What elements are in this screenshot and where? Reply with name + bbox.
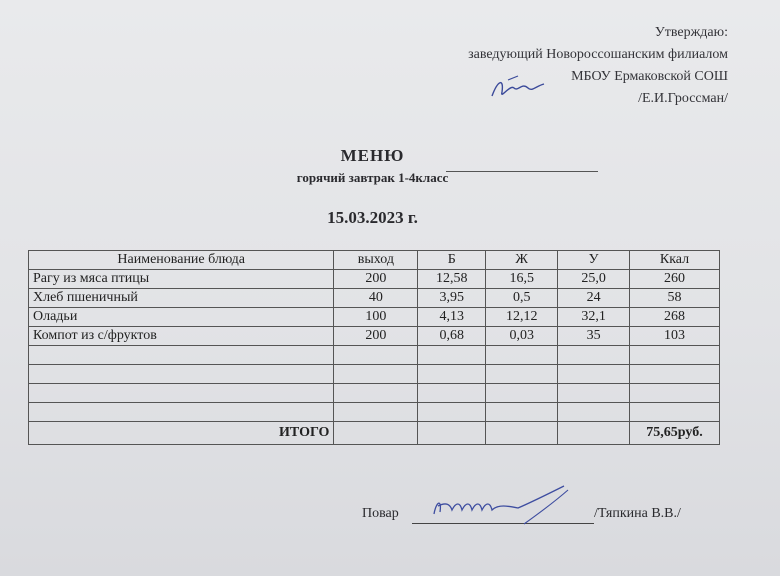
empty-cell (558, 346, 630, 365)
approval-signature-row (368, 88, 728, 110)
dish-name: Компот из с/фруктов (29, 327, 334, 346)
empty-cell (418, 384, 486, 403)
empty-cell (486, 384, 558, 403)
table-row (29, 270, 720, 289)
empty-cell (558, 365, 630, 384)
header-fats: Ж (486, 251, 558, 270)
empty-cell (29, 365, 334, 384)
table-row-empty (29, 365, 720, 384)
dish-yield: 40 (334, 289, 418, 308)
approval-position: заведующий Новороссошанским филиалом (468, 47, 728, 62)
header-proteins: Б (418, 251, 486, 270)
dish-name: Рагу из мяса птицы (29, 270, 334, 289)
director-signature-icon (488, 74, 548, 104)
table-row-empty (29, 403, 720, 422)
header-kcal: Ккал (630, 251, 720, 270)
cook-label: Повар (362, 506, 399, 521)
empty-cell (558, 422, 630, 445)
dish-fats: 0,5 (486, 289, 558, 308)
cook-signature-icon (428, 484, 588, 528)
dish-fats: 0,03 (486, 327, 558, 346)
page-subtitle: горячий завтрак 1-4класс (296, 170, 449, 185)
dish-proteins: 4,13 (418, 308, 486, 327)
empty-cell (334, 365, 418, 384)
empty-cell (29, 384, 334, 403)
empty-cell (418, 422, 486, 445)
empty-cell (630, 403, 720, 422)
dish-kcal: 260 (630, 270, 720, 289)
empty-cell (29, 346, 334, 365)
approval-block (368, 22, 728, 110)
dish-name: Хлеб пшеничный (29, 289, 334, 308)
dish-fats: 16,5 (486, 270, 558, 289)
empty-cell (558, 403, 630, 422)
total-value: 75,65руб. (630, 422, 720, 445)
empty-cell (418, 346, 486, 365)
empty-cell (486, 365, 558, 384)
dish-name: Оладьи (29, 308, 334, 327)
empty-cell (630, 365, 720, 384)
dish-kcal: 103 (630, 327, 720, 346)
dish-yield: 100 (334, 308, 418, 327)
page-title: МЕНЮ (340, 146, 405, 165)
empty-cell (486, 422, 558, 445)
menu-table (28, 250, 720, 445)
table-row (29, 308, 720, 327)
header-dish-name: Наименование блюда (29, 251, 334, 270)
empty-cell (418, 365, 486, 384)
empty-cell (334, 422, 418, 445)
table-header-row (29, 251, 720, 270)
empty-cell (486, 346, 558, 365)
menu-date: 15.03.2023 г. (327, 208, 418, 227)
table-row-empty (29, 346, 720, 365)
dish-kcal: 58 (630, 289, 720, 308)
dish-carbs: 25,0 (558, 270, 630, 289)
table-row (29, 327, 720, 346)
empty-cell (334, 346, 418, 365)
header-yield: выход (334, 251, 418, 270)
header-carbs: У (558, 251, 630, 270)
cook-name: /Тяпкина В.В./ (594, 506, 681, 521)
dish-proteins: 3,95 (418, 289, 486, 308)
dish-kcal: 268 (630, 308, 720, 327)
dish-carbs: 35 (558, 327, 630, 346)
empty-cell (29, 403, 334, 422)
empty-cell (486, 403, 558, 422)
empty-cell (334, 384, 418, 403)
dish-carbs: 24 (558, 289, 630, 308)
dish-fats: 12,12 (486, 308, 558, 327)
dish-proteins: 0,68 (418, 327, 486, 346)
empty-cell (630, 346, 720, 365)
table-row-empty (29, 384, 720, 403)
total-row (29, 422, 720, 445)
empty-cell (418, 403, 486, 422)
approval-school: МБОУ Ермаковской СОШ (571, 69, 728, 84)
empty-cell (334, 403, 418, 422)
dish-yield: 200 (334, 327, 418, 346)
dish-carbs: 32,1 (558, 308, 630, 327)
empty-cell (558, 384, 630, 403)
dish-proteins: 12,58 (418, 270, 486, 289)
empty-cell (630, 384, 720, 403)
table-row (29, 289, 720, 308)
total-label: ИТОГО (29, 422, 334, 445)
approval-signer-name: /Е.И.Гроссман/ (638, 91, 728, 106)
approval-heading: Утверждаю: (654, 25, 728, 40)
dish-yield: 200 (334, 270, 418, 289)
